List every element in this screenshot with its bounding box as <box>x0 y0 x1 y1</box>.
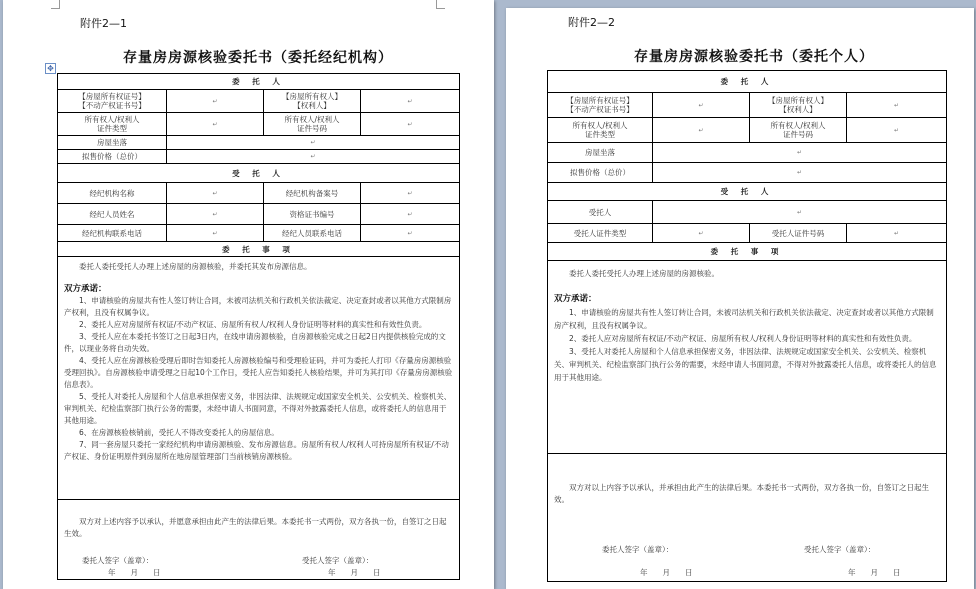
section-header: 委 托 人 <box>232 77 285 86</box>
commitment-item: 5、受托人对委托人房屋和个人信息承担保密义务，非因法律、法规规定或国家安全机关、公安机关、检察机关、审判机关、纪检监察部门执行公务的需要，未经申请人书面同意，不得对外披露委托人信息，或将委托人的信息用于其他用途。 <box>64 392 452 425</box>
field-label: 经纪机构联系电话 <box>82 228 142 238</box>
commitment-item: 7、同一套房屋只委托一家经纪机构申请房源核验、发布房源信息。房屋所有权人/权利人可持房屋所有权证/不动产权证、身份证明原件到房屋所在地房屋管理部门当前核销房源核验。 <box>64 440 449 461</box>
field-label: 房屋坐落 <box>97 138 127 147</box>
section-header: 委 托 事 项 <box>222 244 295 254</box>
principal-header-row <box>548 71 946 93</box>
field-label: 【不动产权证书号】 <box>566 105 634 114</box>
annex-label: 附件2—2 <box>568 16 615 29</box>
commitment-item: 2、委托人应对房屋所有权证/不动产权证、房屋所有权人/权利人身份证明等材料的真实性和有效性负责。 <box>569 334 917 343</box>
field-label: 经纪人员姓名 <box>89 209 135 219</box>
input-cell[interactable] <box>847 93 946 117</box>
field-label: 房屋坐落 <box>585 148 615 157</box>
field-label: 资格证书编号 <box>289 209 335 219</box>
input-cell[interactable] <box>847 224 946 242</box>
field-label: 证件号码 <box>297 124 327 133</box>
matters-body <box>58 257 459 500</box>
input-cell[interactable] <box>361 113 459 135</box>
table-row <box>548 224 946 243</box>
input-cell[interactable] <box>653 163 946 182</box>
table-row <box>58 113 459 136</box>
signature-section <box>58 500 459 579</box>
section-header: 受 托 人 <box>232 168 285 178</box>
entrustment-form-table <box>57 73 460 580</box>
table-row <box>548 118 946 143</box>
agreement-text: 双方对以上内容予以承认，并承担由此产生的法律后果。本委托书一式两份，双方各执一份，自签订之日起生效。 <box>554 483 929 504</box>
date-field: 年 月 日 <box>108 568 161 577</box>
field-label: 所有权人/权利人 <box>84 115 140 124</box>
input-cell[interactable] <box>847 118 946 142</box>
agent-header-row <box>58 164 459 183</box>
commitment-item: 1、申请核验的房屋共有性人签订转让合同，未被司法机关和行政机关依法裁定、决定查封或者以其他方式限制房产权利，且没有权属争议。 <box>64 296 452 317</box>
page-title: 存量房房源核验委托书（委托经纪机构） <box>123 50 393 66</box>
field-label: 受托人证件号码 <box>771 228 825 238</box>
input-cell[interactable] <box>653 143 946 162</box>
input-cell[interactable] <box>167 90 264 112</box>
table-row <box>58 150 459 164</box>
field-label: 经纪机构备案号 <box>285 188 339 198</box>
matters-header-row <box>548 243 946 261</box>
annex-label: 附件2—1 <box>80 17 127 30</box>
field-label: 证件号码 <box>783 130 813 139</box>
field-label: 【权利人】 <box>779 105 817 114</box>
input-cell[interactable] <box>167 136 459 149</box>
field-label: 【房屋所有权证号】 <box>566 96 634 105</box>
table-row <box>58 225 459 242</box>
principal-signature-label: 委托人签字（盖章）： <box>82 556 154 565</box>
input-cell[interactable] <box>167 113 264 135</box>
commitment-item: 4、受托人应在房源核验受理后即时告知委托人房源核验编号和受理验证码，并可为委托人打印《存量房房源核验受理回执》。自房源核验申请受理之日起10个工作日，受托人应告知委托人核验结果，并可为其打印《存量房房源核验信息表》。 <box>64 356 453 389</box>
input-cell[interactable] <box>361 183 459 203</box>
input-cell[interactable] <box>167 225 264 241</box>
table-row <box>548 163 946 183</box>
commitment-item: 2、委托人应对房屋所有权证/不动产权证、房屋所有权人/权利人身份证明等材料的真实性和有效性负责。 <box>79 320 427 329</box>
matters-header-row <box>58 242 459 257</box>
table-move-handle-icon[interactable]: ✥ <box>45 63 56 74</box>
input-cell[interactable] <box>361 225 459 241</box>
table-row <box>58 183 459 204</box>
field-label: 【不动产权证书号】 <box>78 101 146 110</box>
field-label: 证件类型 <box>97 124 127 133</box>
date-field: 年 月 日 <box>848 568 901 577</box>
matters-text: 委托人委托受托人办理上述房屋的房源核验，并委托其发布房源信息。 <box>79 262 312 271</box>
signature-section <box>548 454 946 581</box>
field-label: 拟售价格（总价） <box>82 152 142 161</box>
matters-text: 委托人委托受托人办理上述房屋的房源核验。 <box>569 269 719 278</box>
field-label: 【权利人】 <box>293 101 331 110</box>
commitments-title: 双方承诺： <box>554 294 597 304</box>
input-cell[interactable] <box>653 224 750 242</box>
field-label: 【房屋所有权人】 <box>282 92 342 101</box>
commitment-item: 6、在房源核验核销前，受托人不得改变委托人的房屋信息。 <box>79 428 279 437</box>
table-row <box>58 90 459 113</box>
principal-signature-label: 委托人签字（盖章）： <box>602 545 674 554</box>
agent-header-row <box>548 183 946 201</box>
table-row <box>548 143 946 163</box>
commitment-item: 3、受托人对委托人房屋和个人信息承担保密义务，非因法律、法规规定或国家安全机关、公安机关、检察机关、审判机关、纪检监察部门执行公务的需要，未经申请人书面同意，不得对外披露委托人信息，或将委托人的信息用于其他用途。 <box>554 347 937 382</box>
agent-signature-label: 受托人签字（盖章）： <box>804 545 876 554</box>
input-cell[interactable] <box>361 90 459 112</box>
input-cell[interactable] <box>653 118 750 142</box>
document-page-right <box>506 8 974 589</box>
table-row <box>548 201 946 224</box>
matters-body <box>548 261 946 454</box>
principal-header-row <box>58 74 459 90</box>
margin-corner-mark <box>51 0 60 9</box>
field-label: 【房屋所有权证号】 <box>78 92 146 101</box>
agent-signature-label: 受托人签字（盖章）： <box>302 556 374 565</box>
input-cell[interactable] <box>167 183 264 203</box>
page-title: 存量房房源核验委托书（委托个人） <box>634 49 874 65</box>
field-label: 经纪机构名称 <box>89 188 135 198</box>
input-cell[interactable] <box>167 204 264 224</box>
table-row <box>58 204 459 225</box>
input-cell[interactable] <box>653 93 750 117</box>
field-label: 受托人证件类型 <box>573 228 627 238</box>
field-label: 所有权人/权利人 <box>284 115 340 124</box>
input-cell[interactable] <box>361 204 459 224</box>
field-label: 受托人 <box>588 207 612 217</box>
field-label: 【房屋所有权人】 <box>768 96 828 105</box>
field-label: 所有权人/权利人 <box>572 121 628 130</box>
commitment-item: 3、受托人应在本委托书签订之日起3日内，在线申请房源核验，自房源核验完成之日起2日内提供核验完成的文件，以现业务将自动失效。 <box>64 332 446 353</box>
section-header: 受 托 人 <box>720 187 774 196</box>
field-label: 所有权人/权利人 <box>770 121 826 130</box>
table-row <box>58 136 459 150</box>
date-field: 年 月 日 <box>640 568 693 577</box>
commitment-item: 1、申请核验的房屋共有性人签订转让合同，未被司法机关和行政机关依法裁定、决定查封或者以其他方式限制房产权利，且没有权属争议。 <box>554 308 934 330</box>
entrustment-form-table <box>547 70 947 582</box>
table-row <box>548 93 946 118</box>
field-label: 拟售价格（总价） <box>570 168 630 177</box>
document-page-left <box>3 0 494 589</box>
section-header: 委 托 事 项 <box>710 247 784 256</box>
agreement-text: 双方对上述内容予以承认，并愿意承担由此产生的法律后果。本委托书一式两份，双方各执一份，自签订之日起生效。 <box>64 517 447 538</box>
margin-corner-mark <box>436 0 445 9</box>
field-label: 证件类型 <box>585 130 615 139</box>
commitments-title: 双方承诺： <box>64 284 107 294</box>
field-label: 经纪人员联系电话 <box>282 228 342 238</box>
date-field: 年 月 日 <box>328 568 381 577</box>
section-header: 委 托 人 <box>720 77 774 86</box>
input-cell[interactable] <box>653 201 946 223</box>
input-cell[interactable] <box>167 150 459 163</box>
